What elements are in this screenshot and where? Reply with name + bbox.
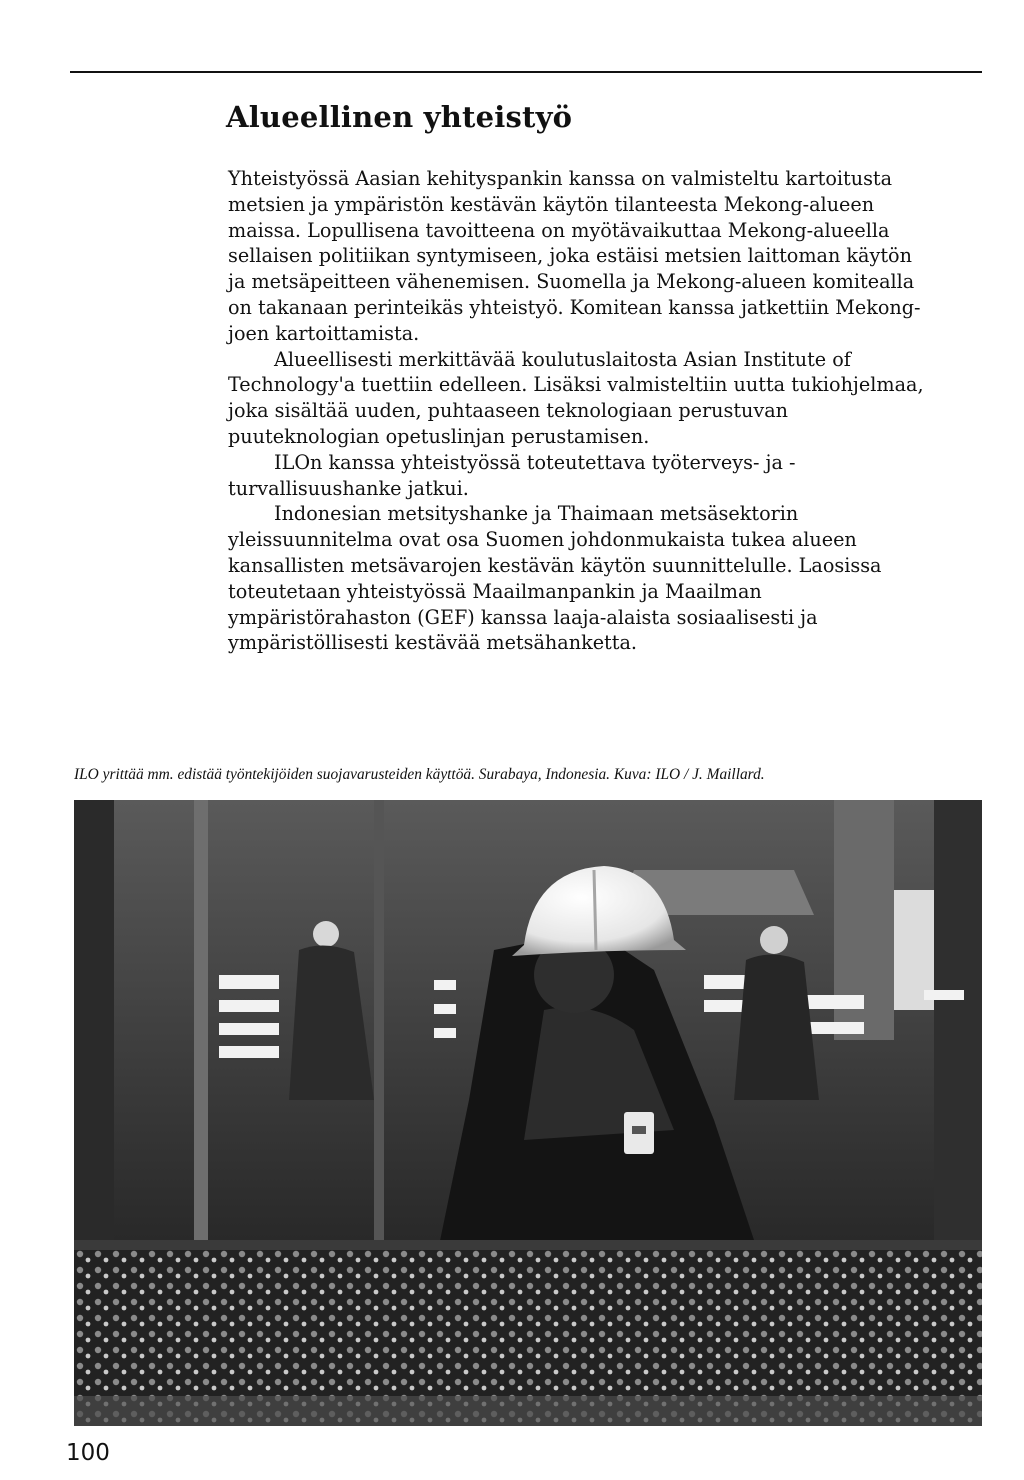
top-rule <box>70 71 982 73</box>
photo-illustration <box>74 800 982 1426</box>
body-text <box>228 166 928 656</box>
page-number: 100 <box>66 1440 110 1466</box>
paragraph-4: Indonesian metsityshanke ja Thaimaan metsäsektorin yleissuunnitelma ovat osa Suomen johdonmukaista tukea alueen kansallisten metsävarojen kestävän käytön suunnittelulle. Laosissa toteutetaan yhteistyössä Maailmanpankin ja Maailman ympäristörahaston (GEF) kanssa laaja-alaista sosiaalisesti ja ympäristöllisesti kestävää metsähanketta. <box>228 502 882 655</box>
paragraph-1: Yhteistyössä Aasian kehityspankin kanssa on valmisteltu kartoitusta metsien ja ympäristön kestävän käytön tilanteesta Mekong-alueen maissa. Lopullisena tavoitteena on myötävaikuttaa Mekong-alueella sellaisen politiikan syntymiseen, joka estäisi metsien laittoman käytön ja metsäpeitteen vähenemisen. Suomella ja Mekong-alueen komitealla on takanaan perinteikäs yhteistyö. Komitean kanssa jatkettiin Mekong-joen kartoittamista. <box>228 167 921 345</box>
photo-caption: ILO yrittää mm. edistää työntekijöiden suojavarusteiden käyttöä. Surabaya, Indonesia. Kuva: ILO / J. Maillard. <box>74 766 765 783</box>
paragraph-2: Alueellisesti merkittävää koulutuslaitosta Asian Institute of Technology'a tuettiin edelleen. Lisäksi valmisteltiin uutta tukiohjelmaa, joka sisältää uuden, puhtaaseen teknologiaan perustuvan puuteknologian opetuslinjan perustamisen. <box>228 347 924 448</box>
section-title: Alueellinen yhteistyö <box>226 100 573 134</box>
factory-worker-photo <box>74 800 982 1426</box>
paragraph-3: ILOn kanssa yhteistyössä toteutettava työterveys- ja -turvallisuushanke jatkui. <box>228 450 796 500</box>
